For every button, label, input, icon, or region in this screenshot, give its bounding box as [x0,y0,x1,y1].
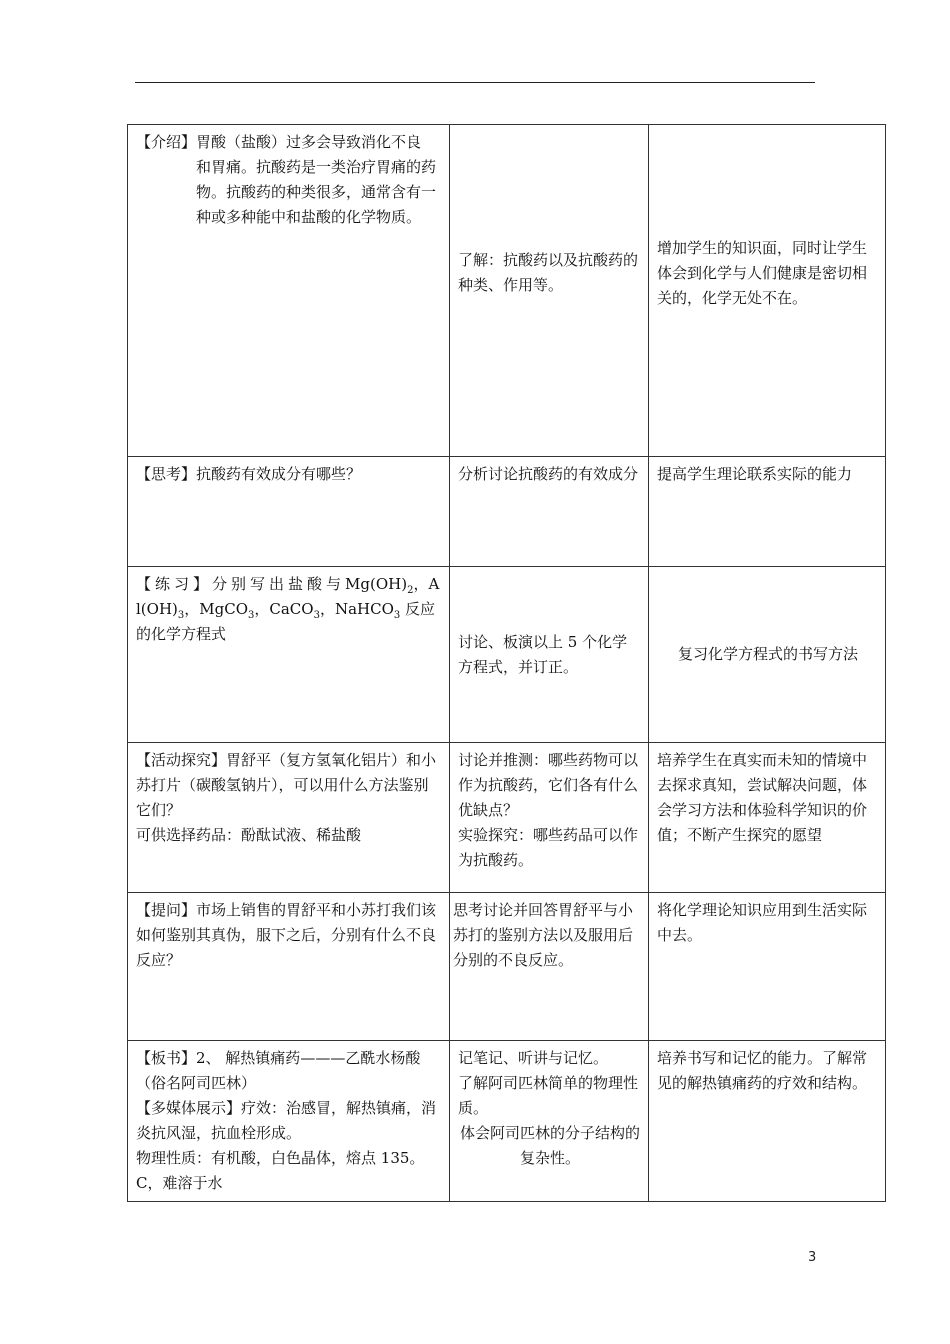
design-intent-text: 培养学生在真实而未知的情境中去探求真知，尝试解决问题，体会学习方法和体验科学知识的价值；不断产生探究的愿望 [657,751,868,844]
header-rule [135,82,815,83]
available-reagents: 可供选择药品：酚酞试液、稀盐酸 [136,826,362,844]
think-question: 【思考】抗酸药有效成分有哪些？ [136,465,362,483]
student-activity-text: 实验探究：哪些药品可以作为抗酸药。 [458,826,639,869]
physical-properties: 物理性质：有机酸，白色晶体，熔点 135。C，难溶于水 [136,1149,425,1192]
student-activity-cell [450,567,649,743]
design-intent-text: 将化学理论知识应用到生活实际中去。 [657,901,868,944]
question-prompt: 【提问】市场上销售的胃舒平和小苏打我们该如何鉴别其真伪，服下之后，分别有什么不良反应？ [136,901,437,969]
table-row [128,457,886,567]
teacher-activity-cell [128,893,450,1041]
student-activity-cell [450,457,649,567]
design-intent-text: 增加学生的知识面，同时让学生体会到化学与人们健康是密切相关的，化学无处不在。 [657,238,868,307]
page-number: 3 [808,1250,817,1265]
student-activity-cell [450,125,649,457]
teacher-activity-cell [128,125,450,457]
design-intent-text: 复习化学方程式的书写方法 [677,645,858,663]
student-activity-text: 讨论并推测：哪些药物可以作为抗酸药，它们各有什么优缺点？ [458,751,639,819]
design-intent-text: 培养书写和记忆的能力。了解常见的解热镇痛药的疗效和结构。 [657,1049,868,1092]
student-activity-text: 分析讨论抗酸药的有效成分 [458,465,639,483]
teacher-activity-cell [128,457,450,567]
intro-first-line: 胃酸（盐酸）过多会导致消化不良 [196,133,422,151]
student-activity-cell [450,893,649,1041]
teacher-activity-cell [128,1041,450,1202]
multimedia-display: 【多媒体展示】疗效：治感冒，解热镇痛，消炎抗风湿，抗血栓形成。 [136,1099,437,1142]
design-intent-cell [649,893,886,1041]
table-row [128,743,886,893]
student-activity-text: 讨论、板演以上 5 个化学方程式，并订正。 [458,632,628,676]
design-intent-cell [649,743,886,893]
design-intent-cell [649,125,886,457]
design-intent-cell [649,567,886,743]
student-activity-cell [450,743,649,893]
teacher-activity-cell [128,743,450,893]
table-row [128,893,886,1041]
student-activity-text: 记笔记、听讲与记忆。 [458,1049,609,1067]
design-intent-cell [649,1041,886,1202]
intro-body: 和胃痛。抗酸药是一类治疗胃痛的药物。抗酸药的种类很多，通常含有一种或多种能中和盐酸的化学物质。 [196,158,437,226]
student-activity-cell [450,1041,649,1202]
activity-inquiry: 【活动探究】胃舒平（复方氢氧化铝片）和小苏打片（碳酸氢钠片），可以用什么方法鉴别它们？ [136,751,437,819]
student-activity-text: 思考讨论并回答胃舒平与小苏打的鉴别方法以及服用后分别的不良反应。 [453,901,634,969]
design-intent-cell [649,457,886,567]
board-writing: 【板书】2、 解热镇痛药———乙酰水杨酸（俗名阿司匹林） [136,1049,421,1092]
exercise-head: 【练习】分别写出盐酸与 [136,575,346,593]
table-row [128,1041,886,1202]
intro-tag: 【介绍】 [136,133,197,151]
teacher-activity-cell: 【练习】分别写出盐酸与$Mg(OH)_2$，$Al(OH)_3$，MgCO$_3$，CaCO$_3$，NaHCO$_3$ 反应的化学方程式 [128,567,450,743]
design-intent-text: 提高学生理论联系实际的能力 [657,465,853,483]
student-activity-text: 体会阿司匹林的分子结构的复杂性。 [459,1124,640,1167]
lesson-plan-table [127,124,886,1202]
table-row [128,567,886,743]
student-activity-text: 了解阿司匹林简单的物理性质。 [458,1074,639,1117]
student-activity-text: 了解：抗酸药以及抗酸药的种类、作用等。 [458,251,639,294]
formula-mgoh2: Mg(OH) [345,575,408,593]
table-row [128,125,886,457]
